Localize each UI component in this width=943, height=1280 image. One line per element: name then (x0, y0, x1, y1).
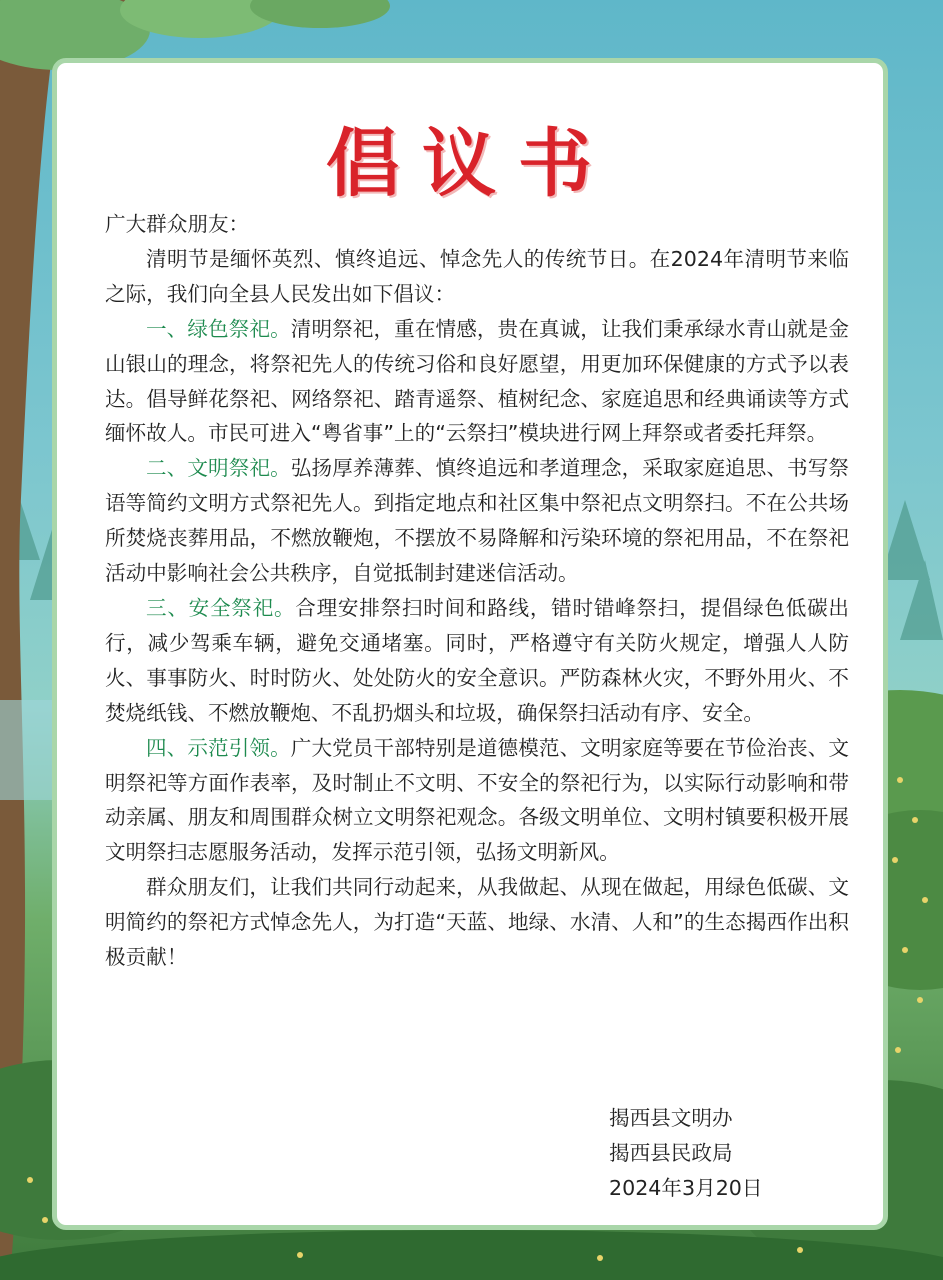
section-green-sacrifice (105, 312, 849, 452)
section-heading: 四、示范引领。 (146, 735, 291, 760)
section-heading: 二、文明祭祀。 (146, 456, 291, 481)
intro-paragraph: 清明节是缅怀英烈、慎终追远、悼念先人的传统节日。在2024年清明节来临之际，我们向全县人民发出如下倡议： (105, 246, 849, 306)
signature-org-civil-affairs: 揭西县民政局 (609, 1140, 733, 1165)
proposal-letter-card (52, 58, 888, 1230)
section-heading: 三、安全祭祀。 (146, 595, 296, 620)
greeting: 广大群众朋友： (105, 212, 250, 236)
section-safe-sacrifice (105, 591, 849, 731)
letter-body (105, 207, 849, 975)
section-text: 合理安排祭扫时间和路线，错时错峰祭扫，提倡绿色低碳出行，减少驾乘车辆，避免交通堵塞。同时，严格遵守有关防火规定，增强人人防火、事事防火、时时防火、处处防火的安全意识。严防森林火灾，不野外用火、不焚烧纸钱、不燃放鞭炮、不乱扔烟头和垃圾，确保祭扫活动有序、安全。 (105, 595, 850, 725)
signature-block (609, 1101, 763, 1206)
pond (0, 700, 52, 800)
closing-paragraph: 群众朋友们，让我们共同行动起来，从我做起、从现在做起，用绿色低碳、文明简约的祭祀方式悼念先人，为打造“天蓝、地绿、水清、人和”的生态揭西作出积极贡献！ (105, 875, 849, 970)
section-heading: 一、绿色祭祀。 (146, 316, 291, 341)
signature-org-civilization-office: 揭西县文明办 (609, 1106, 733, 1130)
section-text: 清明祭祀，重在情感，贵在真诚，让我们秉承绿水青山就是金山银山的理念，将祭祀先人的传统习俗和良好愿望，用更加环保健康的方式予以表达。倡导鲜花祭祀、网络祭祀、踏青遥祭、植树纪念、家庭追思和经典诵读等方式缅怀故人。市民可进入“粤省事”上的“云祭扫”模块进行网上拜祭或者委托拜祭。 (105, 316, 850, 446)
section-lead-by-example (105, 731, 849, 871)
signature-date: 2024年3月20日 (609, 1175, 763, 1200)
section-text: 广大党员干部特别是道德模范、文明家庭等要在节俭治丧、文明祭祀等方面作表率，及时制止不文明、不安全的祭祀行为，以实际行动影响和带动亲属、朋友和周围群众树立文明祭祀观念。各级文明单位、文明村镇要积极开展文明祭扫志愿服务活动，发挥示范引领，弘扬文明新风。 (105, 735, 850, 865)
section-text: 弘扬厚养薄葬、慎终追远和孝道理念，采取家庭追思、书写祭语等简约文明方式祭祀先人。到指定地点和社区集中祭祀点文明祭扫。不在公共场所焚烧丧葬用品，不燃放鞭炮，不摆放不易降解和污染环境的祭祀用品，不在祭祀活动中影响社会公共秩序，自觉抵制封建迷信活动。 (105, 456, 850, 586)
section-civilized-sacrifice (105, 451, 849, 591)
page-title: 倡议书 (326, 121, 614, 207)
